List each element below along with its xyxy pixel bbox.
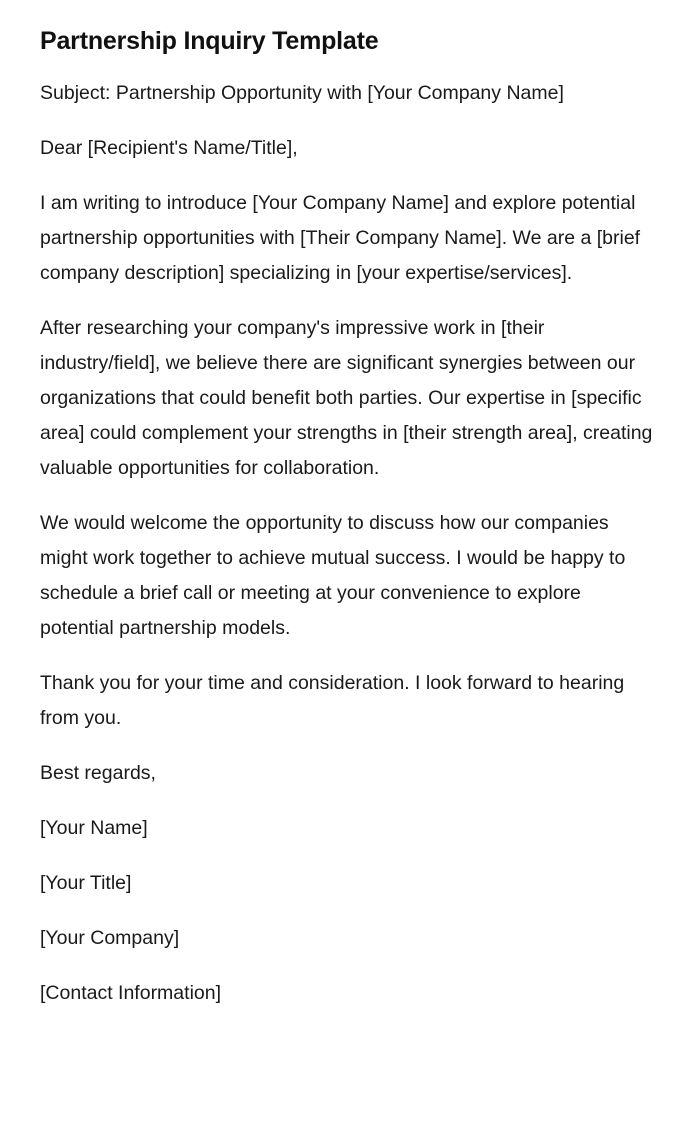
paragraph-discussion: We would welcome the opportunity to discuss how our companies might work together to achieve mutual success. I would be happy to schedule a brief call or meeting at your convenience to explore potential partnership models.: [40, 512, 626, 639]
paragraph-synergies: After researching your company's impressive work in [their industry/field], we believe there are significant synergies between our organizations that could benefit both parties. Our expertise in [specific area] could complement your strengths in [their strength area], creating valuable opportunities for collaboration.: [40, 317, 653, 479]
paragraph-introduction: I am writing to introduce [Your Company Name] and explore potential partnership opportunities with [Their Company Name]. We are a [brief company description] specializing in [your expertise/services].: [40, 192, 641, 284]
greeting: Dear [Recipient's Name/Title],: [40, 137, 298, 159]
closing: Best regards,: [40, 762, 156, 784]
signature-name: [Your Name]: [40, 817, 148, 839]
signature-contact: [Contact Information]: [40, 982, 222, 1004]
signature-title: [Your Title]: [40, 872, 132, 894]
subject-line: Subject: Partnership Opportunity with [Your Company Name]: [40, 82, 564, 104]
signature-company: [Your Company]: [40, 927, 180, 949]
paragraph-thanks: Thank you for your time and consideration. I look forward to hearing from you.: [40, 672, 625, 729]
document-title: Partnership Inquiry Template: [40, 27, 379, 55]
